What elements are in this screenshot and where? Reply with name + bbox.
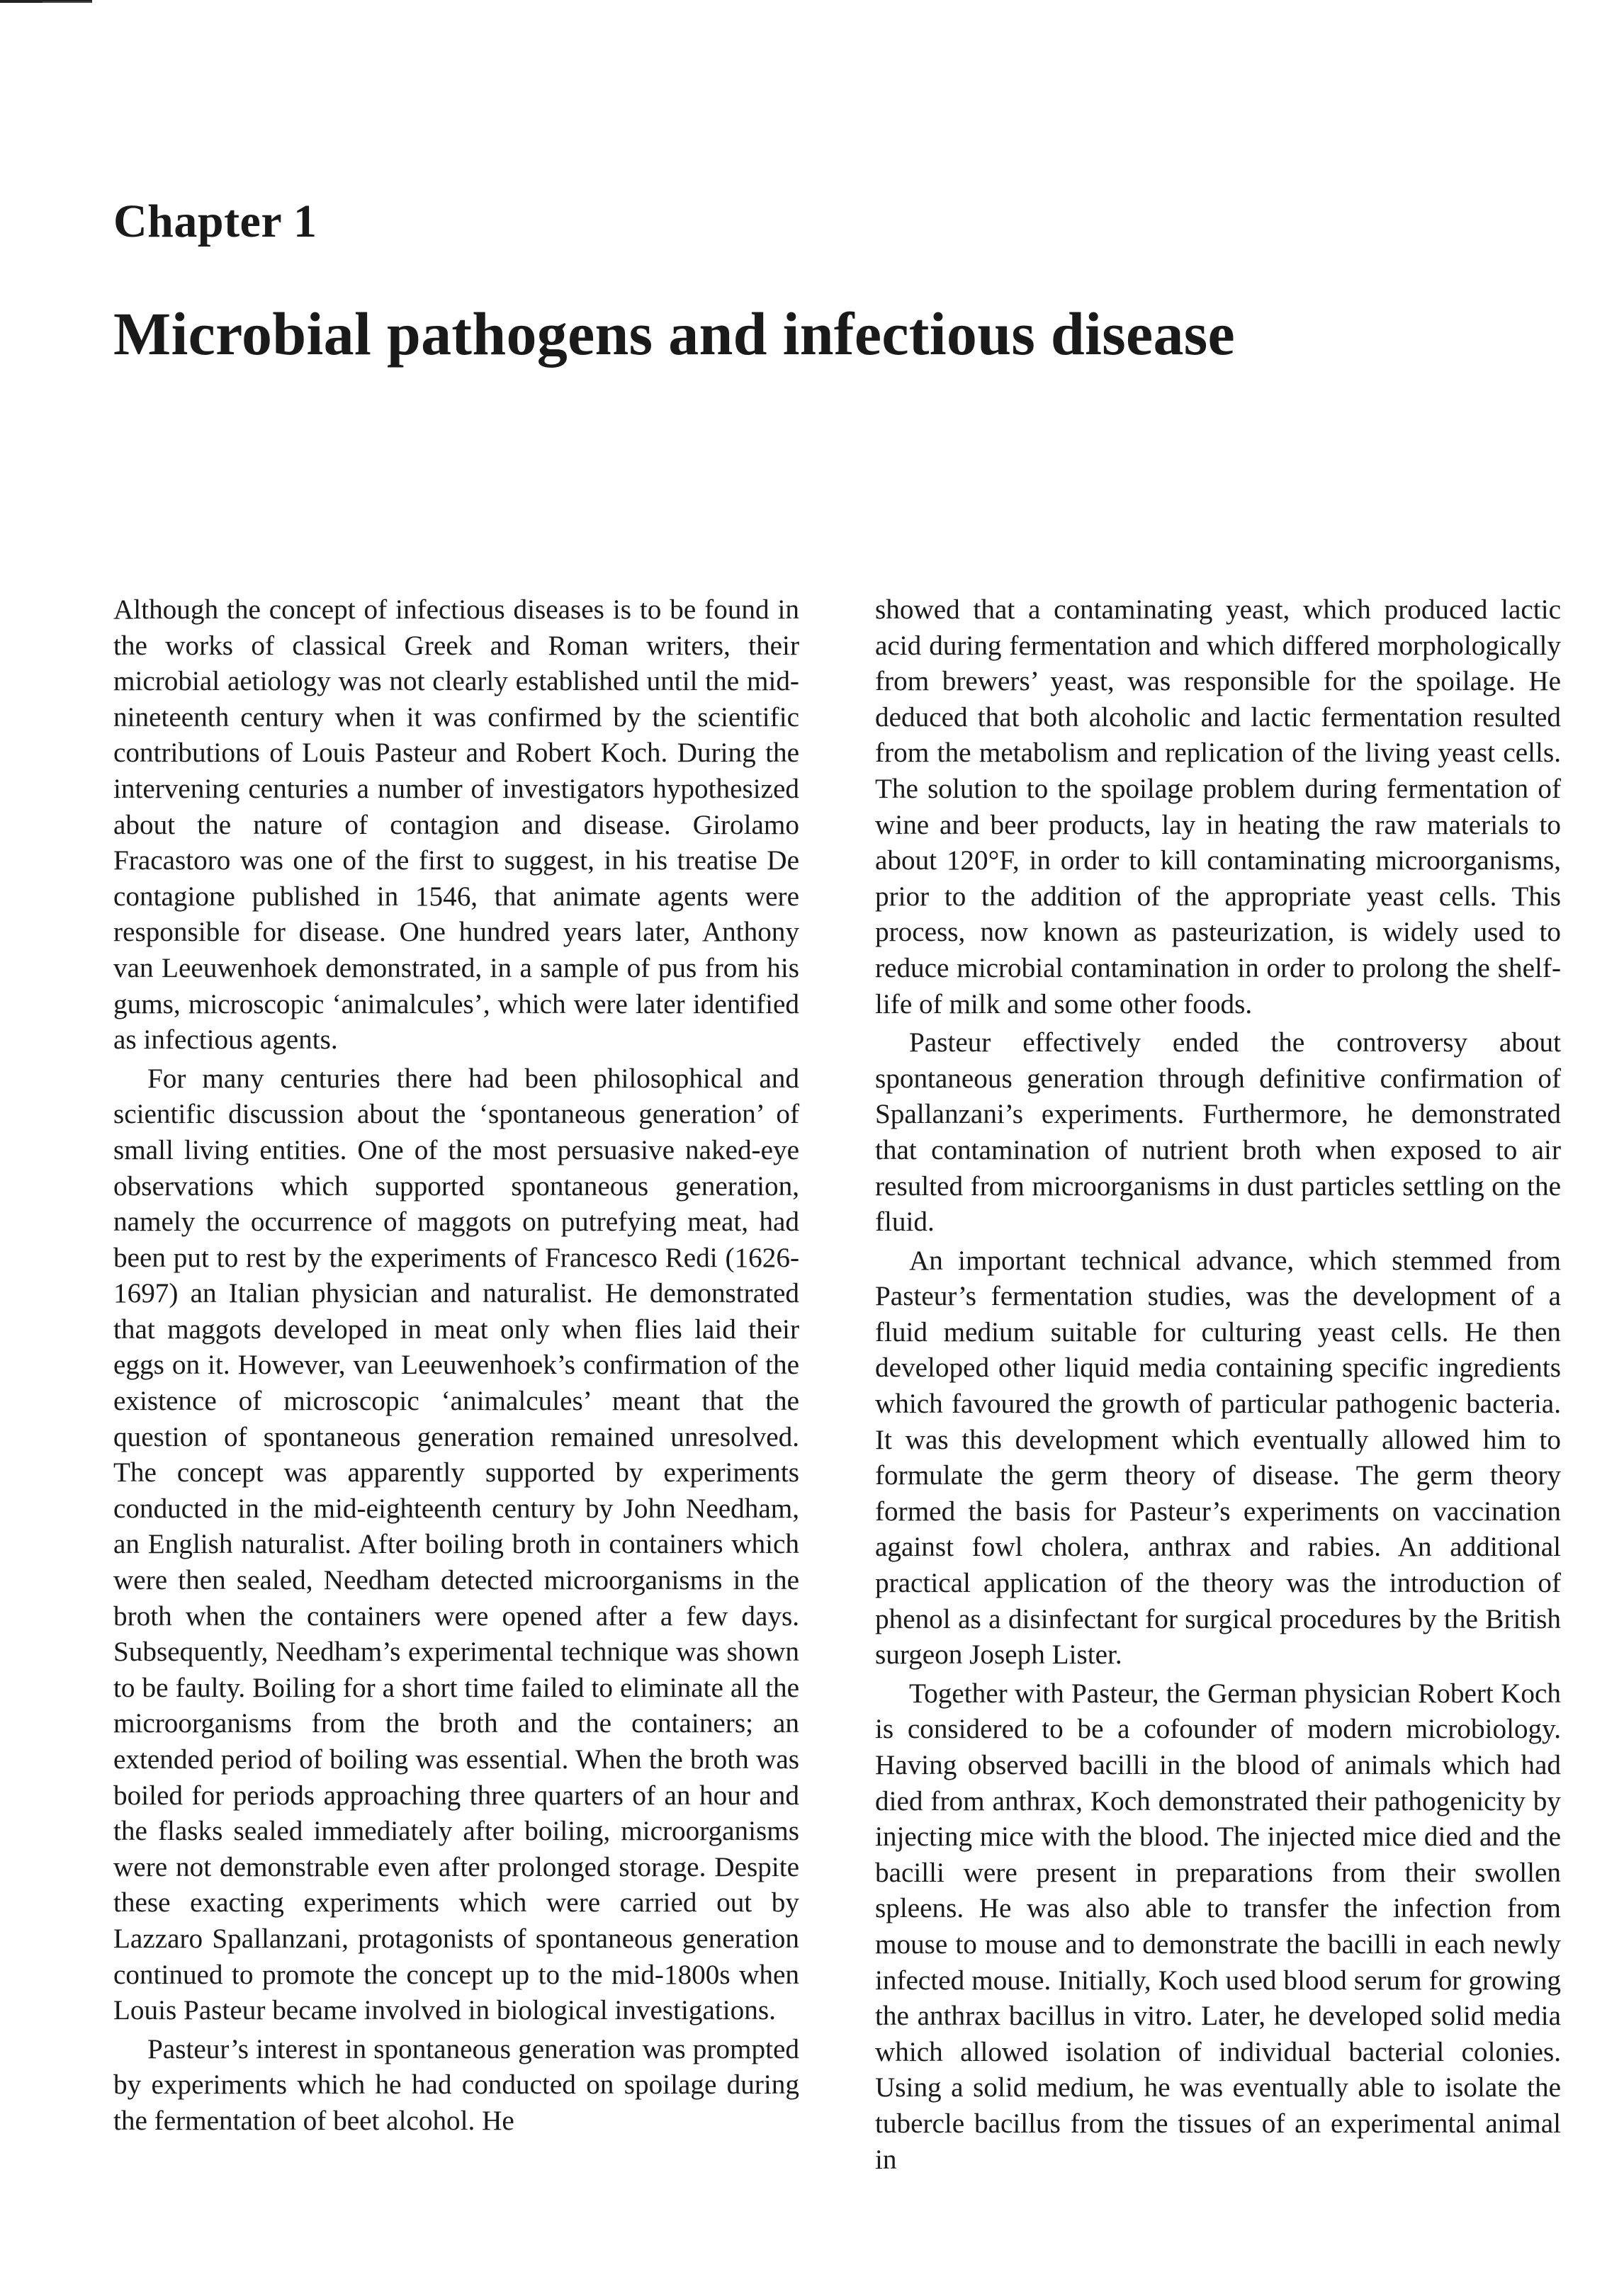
right-column <box>875 592 1561 2178</box>
chapter-label: Chapter 1 <box>113 196 317 247</box>
left-column <box>113 592 799 2140</box>
paragraph-spontaneous-generation: For many centuries there had been philosophical and scientific discussion about the ‘spontaneous generation’ of small living entities. One of the most persuasive naked-eye observations which supported spontaneous generation, namely the occurrence of maggots on putrefying meat, had been put to rest by the experiments of Francesco Redi (1626-1697) an Italian physician and naturalist. He demonstrated that maggots developed in meat only when flies laid their eggs on it. However, van Leeuwenhoek’s confirmation of the existence of microscopic ‘animalcules’ meant that the question of spontaneous generation remained unresolved. The concept was apparently supported by experiments conducted in the mid-eighteenth century by John Needham, an English naturalist. After boiling broth in containers which were then sealed, Needham detected microorganisms in the broth when the containers were opened after a few days. Subsequently, Needham’s experimental technique was shown to be faulty. Boiling for a short time failed to eliminate all the microorganisms from the broth and the containers; an extended period of boiling was essential. When the broth was boiled for periods approaching three quarters of an hour and the flasks sealed immediately after boiling, microorganisms were not demonstrable even after prolonged storage. Despite these exacting experiments which were carried out by Lazzaro Spallanzani, protagonists of spontaneous generation continued to promote the concept up to the mid-1800s when Louis Pasteur became involved in biological investigations. <box>113 1063 799 2026</box>
chapter-title: Microbial pathogens and infectious disease <box>113 300 1236 368</box>
page-corner-mark <box>0 0 92 6</box>
paragraph-pasteur-interest: Pasteur’s interest in spontaneous generation was prompted by experiments which he had conducted on spoilage during the fermentation of beet alcohol. He <box>113 2033 799 2136</box>
paragraph-pasteur-controversy: Pasteur effectively ended the controversy about spontaneous generation through definitive confirmation of Spallanzani’s experiments. Furthermore, he demonstrated that contamination of nutrient broth when exposed to air resulted from microorganisms in dust particles settling on the fluid. <box>875 1027 1561 1238</box>
paragraph-pasteur-yeast-continued: showed that a contaminating yeast, which produced lactic acid during fermentation and which differed morphologically from brewers’ yeast, was responsible for the spoilage. He deduced that both alcoholic and lactic fermentation resulted from the metabolism and replication of the living yeast cells. The solution to the spoilage problem during fermentation of wine and beer products, lay in heating the raw materials to about 120°F, in order to kill contaminating microorganisms, prior to the addition of the appropriate yeast cells. This process, now known as pasteurization, is widely used to reduce microbial contamination in order to prolong the shelf-life of milk and some other foods. <box>875 594 1561 1019</box>
paragraph-introduction: Although the concept of infectious diseases is to be found in the works of classical Greek and Roman writers, their microbial aetiology was not clearly established until the mid-nineteenth century when it was confirmed by the scientific contributions of Louis Pasteur and Robert Koch. During the intervening centuries a number of investigators hypothesized about the nature of contagion and disease. Girolamo Fracastoro was one of the first to suggest, in his treatise De contagione published in 1546, that animate agents were responsible for disease. One hundred years later, Anthony van Leeuwenhoek demonstrated, in a sample of pus from his gums, microscopic ‘animalcules’, which were later identified as infectious agents. <box>113 594 799 1056</box>
paragraph-robert-koch: Together with Pasteur, the German physician Robert Koch is considered to be a cofounder of modern microbiology. Having observed bacilli in the blood of animals which had died from anthrax, Koch demonstrated their pathogenicity by injecting mice with the blood. The injected mice died and the bacilli were present in preparations from their swollen spleens. He was also able to transfer the infection from mouse to mouse and to demonstrate the bacilli in each newly infected mouse. Initially, Koch used blood serum for growing the anthrax bacillus in vitro. Later, he developed solid media which allowed isolation of individual bacterial colonies. Using a solid medium, he was eventually able to isolate the tubercle bacillus from the tissues of an experimental animal in <box>875 1678 1561 2175</box>
paragraph-technical-advance: An important technical advance, which stemmed from Pasteur’s fermentation studies, was the development of a fluid medium suitable for culturing yeast cells. He then developed other liquid media containing specific ingredients which favoured the growth of particular pathogenic bacteria. It was this development which eventually allowed him to formulate the germ theory of disease. The germ theory formed the basis for Pasteur’s experiments on vaccination against fowl cholera, anthrax and rabies. An additional practical application of the theory was the introduction of phenol as a disinfectant for surgical procedures by the British surgeon Joseph Lister. <box>875 1245 1561 1671</box>
